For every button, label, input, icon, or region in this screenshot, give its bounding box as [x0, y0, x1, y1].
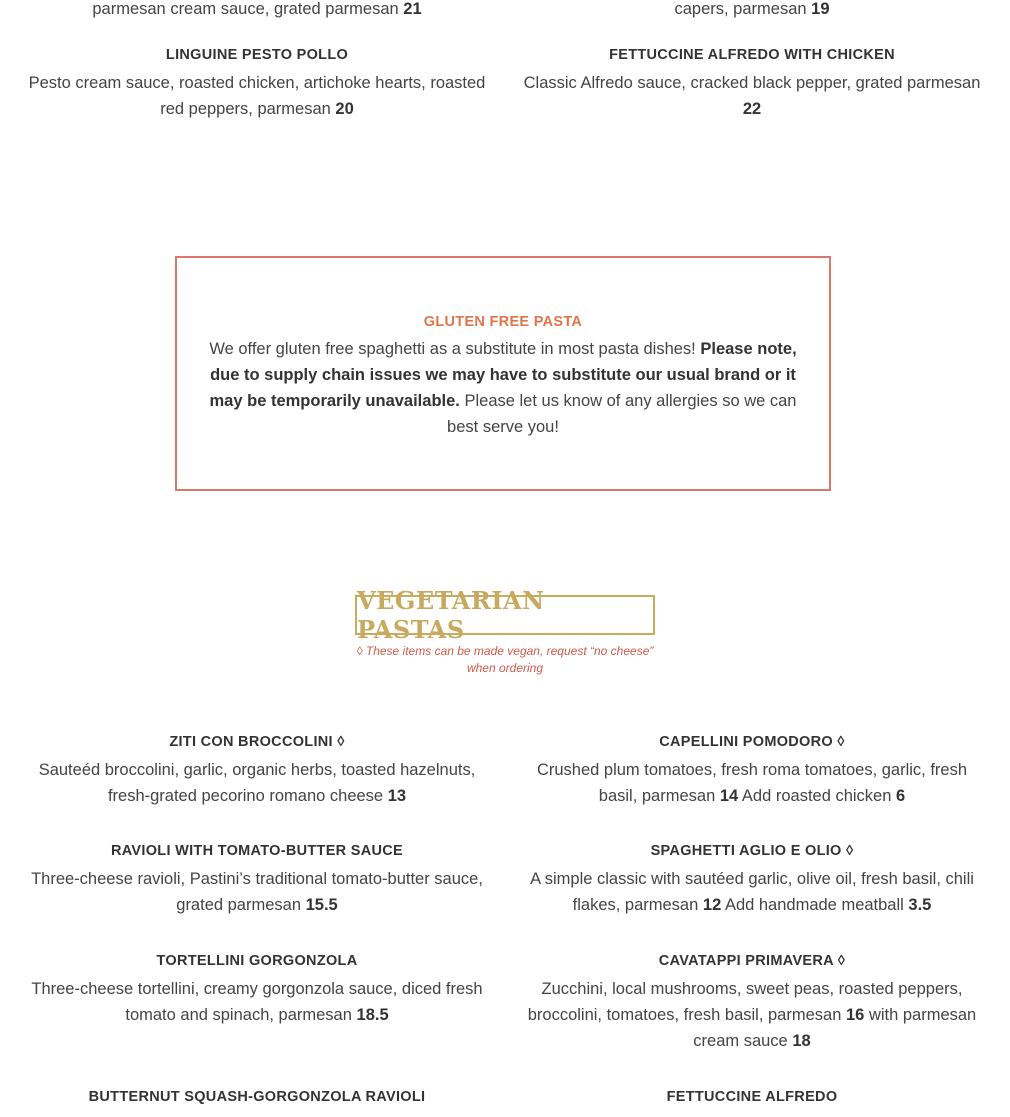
item-price: 16 [845, 1006, 865, 1024]
section-title-box [355, 586, 655, 644]
section-title: VEGETARIAN PASTAS [357, 586, 545, 644]
gluten-free-text-allergies: Please let us know of any allergies so we can best serve you! [447, 392, 797, 436]
item-name: CAPELLINI POMODORO ◊ [659, 734, 845, 750]
gluten-free-title: GLUTEN FREE PASTA [423, 314, 583, 330]
menu-item-spaghetti-aglio-olio [517, 842, 987, 918]
item-description: Sauteéd broccolini, garlic, organic herbs, toasted hazelnuts, fresh-grated pecorino romano cheese [38, 761, 476, 805]
menu-item-capellini-pomodoro [517, 733, 987, 809]
item-description: parmesan cream sauce, grated parmesan [92, 0, 399, 18]
menu-item-ravioli-tomato-butter [22, 842, 492, 918]
item-price: 13 [387, 787, 407, 805]
item-price: 21 [403, 0, 422, 18]
item-description: Classic Alfredo sauce, cracked black pepper, grated parmesan [523, 74, 981, 92]
item-addon-price: 6 [896, 787, 906, 805]
gluten-free-text-warning: Please note, due to supply chain issues we may have to substitute our usual brand or it may be temporarily unavailable. [209, 340, 797, 410]
item-price: 22 [742, 100, 762, 118]
item-addon: Add handmade meatball [724, 896, 904, 914]
item-price: 20 [335, 100, 354, 118]
gluten-free-notice [175, 256, 831, 491]
clipped-item-left [22, 0, 492, 22]
item-addon: with parmesan cream sauce [693, 1006, 977, 1050]
item-description: Zucchini, local mushrooms, sweet peas, roasted peppers, broccolini, tomatoes, fresh basil, parmesan [527, 980, 963, 1024]
menu-item-linguine-pesto-pollo [22, 46, 492, 122]
item-name: FETTUCCINE ALFREDO [666, 1089, 838, 1105]
item-name: FETTUCCINE ALFREDO WITH CHICKEN [609, 47, 895, 63]
item-description: capers, parmesan [674, 0, 807, 18]
item-price: 18.5 [356, 1006, 389, 1024]
item-name: SPAGHETTI AGLIO E OLIO ◊ [650, 843, 854, 859]
item-addon-price: 18 [792, 1032, 811, 1050]
item-name: ZITI CON BROCCOLINI ◊ [169, 734, 345, 750]
item-price: 15.5 [305, 896, 338, 914]
clipped-item-right [517, 0, 987, 22]
item-name: RAVIOLI WITH TOMATO-BUTTER SAUCE [110, 843, 404, 859]
item-description: Crushed plum tomatoes, fresh roma tomatoes, garlic, fresh basil, parmesan [536, 761, 968, 805]
menu-item-butternut-squash-ravioli [22, 1088, 492, 1106]
gluten-free-text [205, 336, 801, 440]
menu-item-fettuccine-alfredo-chicken [517, 46, 987, 122]
item-description: A simple classic with sautéed garlic, olive oil, fresh basil, chili flakes, parmesan [530, 870, 974, 914]
vegan-note: ◊ These items can be made vegan, request “no cheese” when ordering [356, 644, 654, 675]
menu-item-fettuccine-alfredo [517, 1088, 987, 1106]
item-name: CAVATAPPI PRIMAVERA ◊ [658, 953, 846, 969]
menu-item-tortellini-gorgonzola [22, 952, 492, 1028]
item-name: LINGUINE PESTO POLLO [165, 47, 349, 63]
item-description: Three-cheese tortellini, creamy gorgonzola sauce, diced fresh tomato and spinach, parmesan [31, 980, 483, 1024]
item-price: 12 [702, 896, 722, 914]
item-description: Pesto cream sauce, roasted chicken, artichoke hearts, roasted red peppers, parmesan [28, 74, 486, 118]
item-name: TORTELLINI GORGONZOLA [156, 953, 358, 969]
item-addon: Add roasted chicken [741, 787, 892, 805]
menu-item-cavatappi-primavera [517, 952, 987, 1054]
item-addon-price: 3.5 [908, 896, 932, 914]
item-name: BUTTERNUT SQUASH-GORGONZOLA RAVIOLI [88, 1089, 426, 1105]
item-price: 14 [719, 787, 739, 805]
gluten-free-text-intro: We offer gluten free spaghetti as a substitute in most pasta dishes! [209, 340, 696, 358]
item-price: 19 [811, 0, 830, 18]
menu-item-ziti-con-broccolini [22, 733, 492, 809]
item-description: Three-cheese ravioli, Pastini’s traditional tomato-butter sauce, grated parmesan [31, 870, 483, 914]
